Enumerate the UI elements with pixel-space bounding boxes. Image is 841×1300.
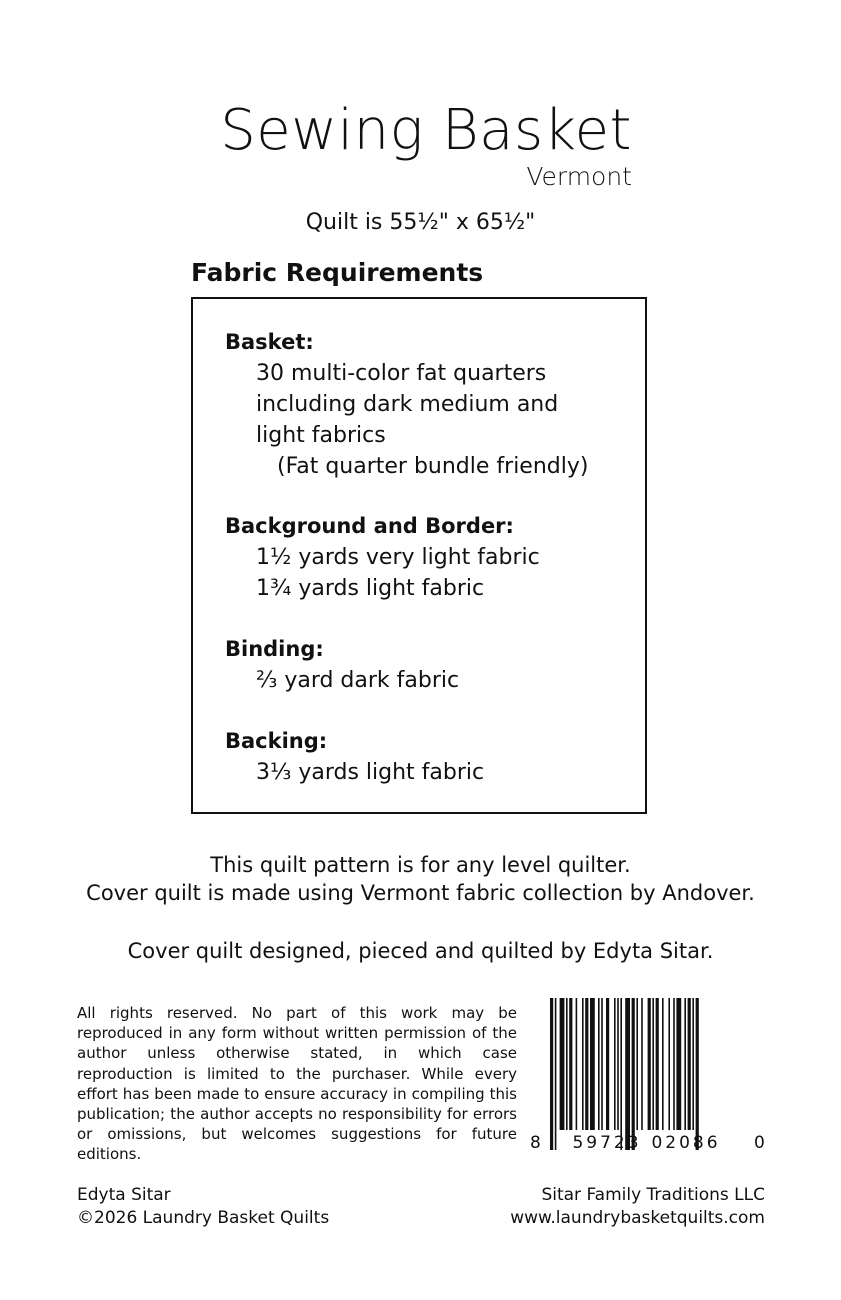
- barcode-bar: [555, 998, 557, 1150]
- barcode-bar: [632, 998, 635, 1150]
- barcode-bar: [636, 998, 638, 1130]
- barcode-bar: [625, 998, 630, 1150]
- barcode-bar: [560, 998, 565, 1130]
- section-basket-label: Basket:: [225, 330, 314, 354]
- barcode-bar: [684, 998, 686, 1130]
- collection-subtitle: Vermont: [526, 162, 632, 191]
- footer-company: Sitar Family Traditions LLC: [541, 1185, 765, 1205]
- background-line-2: 1¾ yards light fabric: [256, 576, 485, 601]
- footer-author: Edyta Sitar: [77, 1185, 171, 1205]
- barcode-bar: [673, 998, 675, 1130]
- barcode-bar: [696, 998, 699, 1150]
- section-backing-label: Backing:: [225, 729, 328, 753]
- basket-line-3: light fabrics: [256, 423, 386, 448]
- barcode-left-digits: 59723: [572, 1133, 642, 1153]
- barcode-bar: [576, 998, 578, 1130]
- footer-copyright: ©2026 Laundry Basket Quilts: [77, 1208, 330, 1228]
- barcode-bar: [668, 998, 670, 1130]
- barcode-last-digit: 0: [754, 1133, 765, 1153]
- basket-line-1: 30 multi-color fat quarters: [256, 361, 547, 386]
- barcode-bar: [585, 998, 588, 1130]
- backing-line-1: 3⅓ yards light fabric: [256, 760, 485, 785]
- quilt-size: Quilt is 55½" x 65½": [305, 210, 536, 235]
- section-binding-label: Binding:: [225, 637, 324, 661]
- barcode-bar: [617, 998, 619, 1130]
- background-line-1: 1½ yards very light fabric: [256, 545, 540, 570]
- barcode-bar: [550, 998, 553, 1150]
- barcode-bar: [582, 998, 584, 1130]
- barcode-bars: [550, 998, 699, 1150]
- barcode-bar: [652, 998, 654, 1130]
- barcode-bar: [641, 998, 643, 1130]
- barcode-bar: [692, 998, 694, 1130]
- fabric-requirements-box: [191, 297, 647, 814]
- barcode-bar: [656, 998, 659, 1130]
- binding-line-1: ⅔ yard dark fabric: [256, 668, 460, 693]
- basket-line-4: (Fat quarter bundle friendly): [277, 454, 589, 479]
- barcode-bar: [569, 998, 572, 1130]
- rights-notice: All rights reserved. No part of this work may be reproduced in any form without written permission of the author unless otherwise stated, in which case reproduction is limited to the purchaser. While every effort has been made to ensure accuracy in compiling this publication; the author accepts no responsibility for errors or omissions, but welcomes suggestions for future editions.: [77, 1004, 517, 1164]
- fabric-requirements-heading: Fabric Requirements: [191, 258, 484, 287]
- barcode: [528, 998, 768, 1158]
- designer-note: Cover quilt designed, pieced and quilted by Edyta Sitar.: [127, 939, 714, 963]
- collection-note: Cover quilt is made using Vermont fabric collection by Andover.: [86, 881, 755, 905]
- barcode-bar: [614, 998, 616, 1130]
- barcode-bar: [648, 998, 651, 1130]
- barcode-bar: [590, 998, 595, 1130]
- barcode-first-digit: 8: [530, 1133, 541, 1153]
- barcode-right-digits: 02086: [651, 1133, 721, 1153]
- section-background-label: Background and Border:: [225, 514, 514, 538]
- basket-line-2: including dark medium and: [256, 392, 559, 417]
- barcode-bar: [620, 998, 622, 1150]
- barcode-bar: [601, 998, 603, 1130]
- barcode-bar: [566, 998, 568, 1130]
- barcode-bar: [598, 998, 600, 1130]
- barcode-bar: [662, 998, 664, 1130]
- barcode-bar: [676, 998, 681, 1130]
- footer-website[interactable]: www.laundrybasketquilts.com: [510, 1208, 765, 1228]
- barcode-bar: [606, 998, 609, 1130]
- barcode-bar: [688, 998, 691, 1130]
- level-note: This quilt pattern is for any level quilter.: [210, 853, 631, 877]
- page-title: Sewing Basket: [220, 98, 632, 163]
